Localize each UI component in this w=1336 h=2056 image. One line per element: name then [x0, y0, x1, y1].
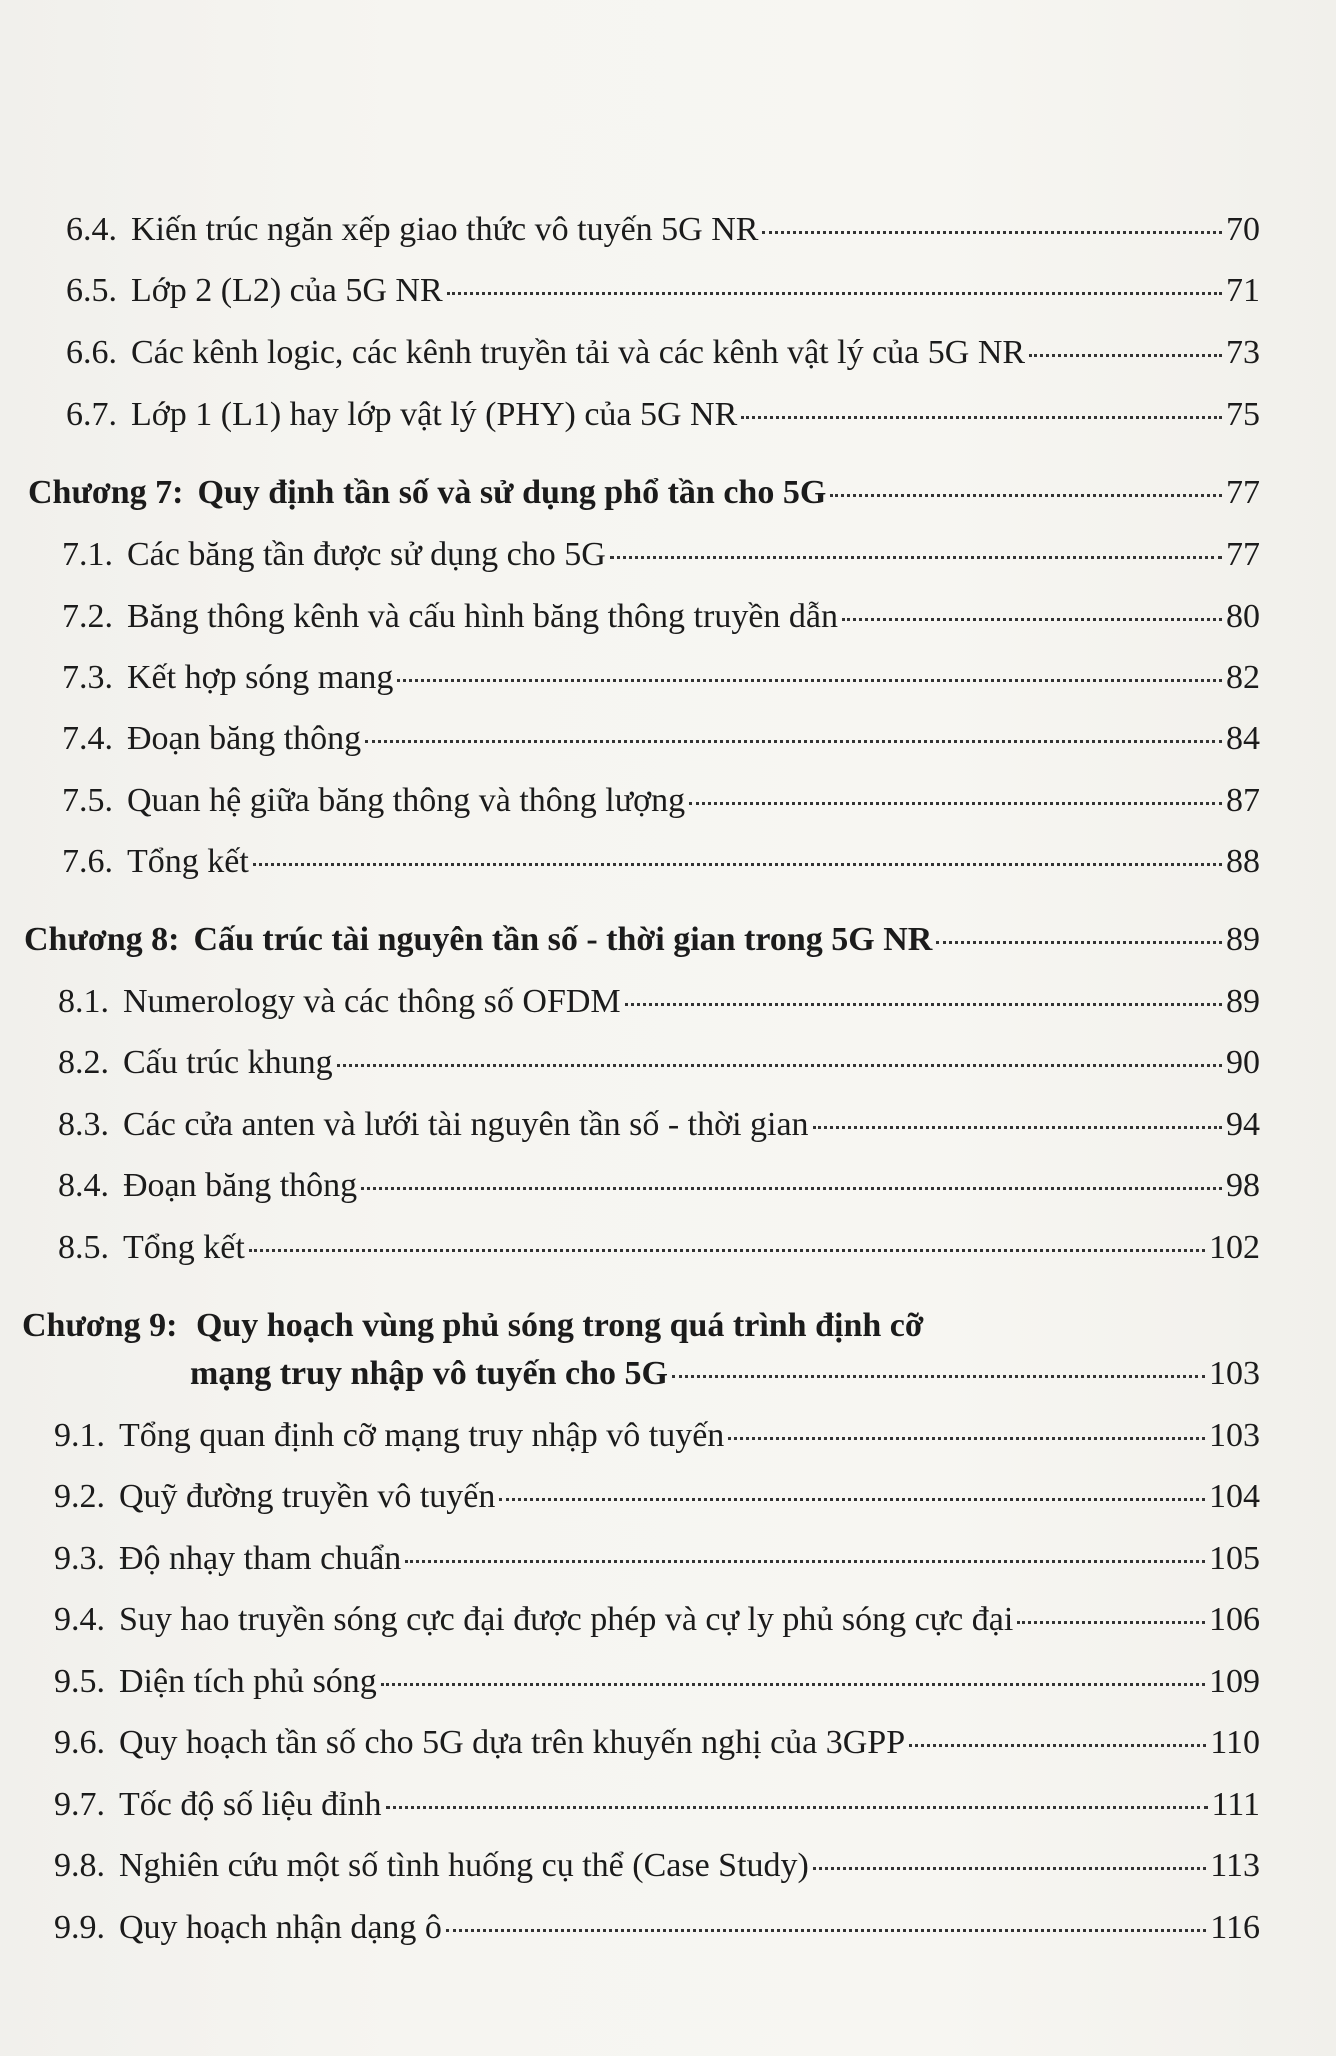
dot-leader [365, 740, 1222, 743]
section-title: Kết hợp sóng mang [127, 659, 394, 696]
section-title: Độ nhạy tham chuẩn [119, 1540, 402, 1577]
page-number: 82 [1226, 659, 1260, 696]
section-title: Quỹ đường truyền vô tuyến [119, 1478, 496, 1515]
page-number: 109 [1209, 1663, 1260, 1700]
toc-entry [62, 597, 1260, 637]
toc-entry [58, 1166, 1260, 1206]
toc-entry [54, 1908, 1260, 1948]
section-title: Đoạn băng thông [123, 1167, 358, 1204]
section-title: Quy hoạch tần số cho 5G dựa trên khuyến nghị của 3GPP [119, 1724, 906, 1761]
section-number: 9.9. [54, 1909, 105, 1946]
section-number: 7.1. [62, 536, 113, 573]
toc-entry [58, 1105, 1260, 1145]
page-number: 90 [1226, 1044, 1260, 1081]
chapter-number: Chương 8: [24, 921, 180, 958]
section-title: Các cửa anten và lưới tài nguyên tần số - thời gian [123, 1106, 809, 1143]
dot-leader [741, 416, 1222, 419]
section-title: Diện tích phủ sóng [119, 1663, 377, 1700]
section-number: 7.2. [62, 598, 113, 635]
section-number: 7.5. [62, 782, 113, 819]
section-number: 8.2. [58, 1044, 109, 1081]
chapter-title: Cấu trúc tài nguyên tần số - thời gian trong 5G NR [193, 921, 933, 958]
section-number: 8.4. [58, 1167, 109, 1204]
section-title: Lớp 2 (L2) của 5G NR [131, 272, 443, 309]
dot-leader [386, 1806, 1208, 1809]
dot-leader [762, 231, 1222, 234]
chapter-title: Quy định tần số và sử dụng phổ tần cho 5G [197, 474, 827, 511]
dot-leader [446, 1929, 1206, 1932]
page-number: 111 [1211, 1786, 1260, 1823]
toc-entry [54, 1416, 1260, 1456]
page-number: 113 [1210, 1847, 1260, 1884]
toc-entry [54, 1539, 1260, 1579]
toc-chapter-heading [22, 1306, 924, 1346]
page-number: 98 [1226, 1167, 1260, 1204]
dot-leader [397, 679, 1222, 682]
chapter-title-continued: mạng truy nhập vô tuyến cho 5G [190, 1355, 668, 1392]
dot-leader [842, 618, 1222, 621]
section-title: Tổng quan định cỡ mạng truy nhập vô tuyến [119, 1417, 725, 1454]
page-number: 88 [1226, 843, 1260, 880]
page-number: 89 [1226, 983, 1260, 1020]
chapter-number: Chương 9: [22, 1307, 178, 1344]
dot-leader [813, 1126, 1222, 1129]
page-number: 105 [1209, 1540, 1260, 1577]
toc-entry [66, 210, 1260, 250]
page-number: 80 [1226, 598, 1260, 635]
section-title: Cấu trúc khung [123, 1044, 333, 1081]
section-title: Kiến trúc ngăn xếp giao thức vô tuyến 5G NR [131, 211, 759, 248]
dot-leader [909, 1744, 1206, 1747]
section-title: Quan hệ giữa băng thông và thông lượng [127, 782, 686, 819]
page-number: 94 [1226, 1106, 1260, 1143]
page-number: 116 [1210, 1909, 1260, 1946]
page-number: 104 [1209, 1478, 1260, 1515]
toc-chapter-entry [28, 473, 1260, 513]
section-number: 6.6. [66, 334, 117, 371]
toc-entry [62, 719, 1260, 759]
section-number: 7.3. [62, 659, 113, 696]
page-number: 71 [1226, 272, 1260, 309]
toc-chapter-entry [190, 1354, 1260, 1394]
section-number: 9.6. [54, 1724, 105, 1761]
section-title: Các băng tần được sử dụng cho 5G [127, 536, 606, 573]
toc-entry [54, 1846, 1260, 1886]
section-title: Tốc độ số liệu đỉnh [119, 1786, 382, 1823]
page-number: 103 [1209, 1417, 1260, 1454]
dot-leader [405, 1560, 1205, 1563]
toc-chapter-entry [24, 920, 1260, 960]
toc-entry [58, 982, 1260, 1022]
dot-leader [610, 556, 1222, 559]
section-number: 8.5. [58, 1229, 109, 1266]
section-title: Lớp 1 (L1) hay lớp vật lý (PHY) của 5G NR [131, 396, 738, 433]
section-title: Numerology và các thông số OFDM [123, 983, 621, 1020]
page-number: 70 [1226, 211, 1260, 248]
toc-entry [54, 1723, 1260, 1763]
section-title: Đoạn băng thông [127, 720, 362, 757]
chapter-number: Chương 7: [28, 474, 184, 511]
section-number: 6.5. [66, 272, 117, 309]
toc-entry [54, 1662, 1260, 1702]
section-title: Quy hoạch nhận dạng ô [119, 1909, 442, 1946]
dot-leader [249, 1249, 1205, 1252]
page-number: 110 [1210, 1724, 1260, 1761]
page-number: 77 [1226, 474, 1260, 511]
toc-entry [66, 395, 1260, 435]
section-number: 9.2. [54, 1478, 105, 1515]
section-number: 9.8. [54, 1847, 105, 1884]
section-title: Tổng kết [123, 1229, 245, 1266]
section-number: 8.3. [58, 1106, 109, 1143]
section-number: 9.4. [54, 1601, 105, 1638]
section-title: Các kênh logic, các kênh truyền tải và các kênh vật lý của 5G NR [131, 334, 1026, 371]
dot-leader [728, 1437, 1205, 1440]
dot-leader [253, 863, 1222, 866]
section-number: 8.1. [58, 983, 109, 1020]
page-number: 84 [1226, 720, 1260, 757]
toc-entry [62, 781, 1260, 821]
toc-entry [58, 1228, 1260, 1268]
toc-entry [66, 333, 1260, 373]
section-title: Nghiên cứu một số tình huống cụ thể (Case Study) [119, 1847, 809, 1884]
toc-entry [62, 842, 1260, 882]
dot-leader [830, 494, 1222, 497]
page-number: 102 [1209, 1229, 1260, 1266]
dot-leader [813, 1867, 1206, 1870]
page-number: 75 [1226, 396, 1260, 433]
section-title: Tổng kết [127, 843, 249, 880]
section-number: 9.7. [54, 1786, 105, 1823]
page-number: 77 [1226, 536, 1260, 573]
dot-leader [689, 802, 1222, 805]
toc-entry [58, 1043, 1260, 1083]
section-number: 6.4. [66, 211, 117, 248]
section-number: 7.6. [62, 843, 113, 880]
dot-leader [337, 1064, 1222, 1067]
chapter-title: Quy hoạch vùng phủ sóng trong quá trình định cỡ [195, 1307, 924, 1344]
toc-entry [54, 1785, 1260, 1825]
dot-leader [625, 1003, 1222, 1006]
page-number: 103 [1209, 1355, 1260, 1392]
section-title: Suy hao truyền sóng cực đại được phép và cự ly phủ sóng cực đại [119, 1601, 1014, 1638]
section-title: Băng thông kênh và cấu hình băng thông truyền dẫn [127, 598, 839, 635]
dot-leader [936, 941, 1222, 944]
toc-entry [62, 535, 1260, 575]
page-number: 87 [1226, 782, 1260, 819]
dot-leader [672, 1375, 1205, 1378]
page-number: 73 [1226, 334, 1260, 371]
dot-leader [1029, 354, 1222, 357]
dot-leader [361, 1187, 1222, 1190]
dot-leader [447, 292, 1222, 295]
section-number: 7.4. [62, 720, 113, 757]
section-number: 9.3. [54, 1540, 105, 1577]
toc-entry [66, 271, 1260, 311]
section-number: 9.5. [54, 1663, 105, 1700]
toc-entry [62, 658, 1260, 698]
dot-leader [499, 1498, 1205, 1501]
page-number: 106 [1209, 1601, 1260, 1638]
dot-leader [381, 1683, 1205, 1686]
page-number: 89 [1226, 921, 1260, 958]
toc-entry [54, 1477, 1260, 1517]
toc-entry [54, 1600, 1260, 1640]
section-number: 6.7. [66, 396, 117, 433]
section-number: 9.1. [54, 1417, 105, 1454]
dot-leader [1017, 1621, 1205, 1624]
